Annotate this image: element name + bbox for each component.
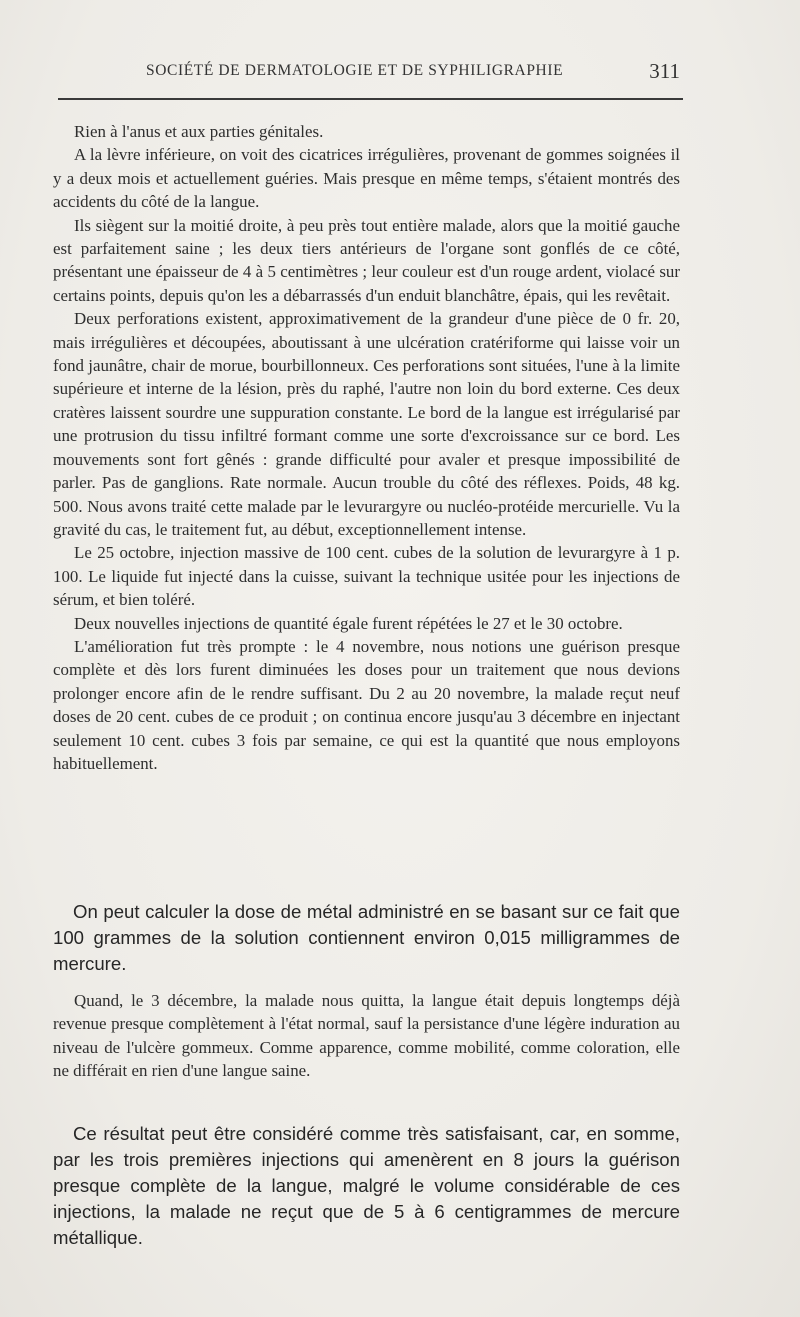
paragraph-8: Quand, le 3 décembre, la malade nous quitta, la langue était depuis longtemps déjà revenue presque complètement à l'état normal, sauf la persistance d'une légère induration au niveau de l'ulcère gommeux. Comme apparence, comme mobilité, comme coloration, elle ne différait en rien d'une langue saine. xyxy=(53,991,680,1081)
paragraph-5: Le 25 octobre, injection massive de 100 cent. cubes de la solution de levurargyre à 1 p. 100. Le liquide fut injecté dans la cuisse, suivant la technique usitée pour les injections de sérum, et bien toléré. xyxy=(53,543,680,610)
paragraph-2: A la lèvre inférieure, on voit des cicatrices irrégulières, provenant de gommes soignées il y a deux mois et actuellement guéries. Mais presque en même temps, s'étaient montrés des accidents du côté de la langue. xyxy=(53,145,680,212)
paragraph-3: Ils siègent sur la moitié droite, à peu près tout entière malade, alors que la moitié gauche est parfaitement saine ; les deux tiers antérieurs de l'organe sont gonflés de ce côté, présentant une épaisseur de 4 à 5 centimètres ; leur couleur est d'un rouge ardent, violacé sur certains points, depuis qu'on les a débarrassés d'un enduit blanchâtre, épais, qui les revêtait. xyxy=(53,215,680,305)
main-text xyxy=(53,120,680,775)
closing-text xyxy=(53,989,680,1083)
emphasis-block-2 xyxy=(53,1121,680,1251)
page-header xyxy=(146,59,682,88)
emphasis-paragraph-1: On peut calculer la dose de métal administré en se basant sur ce fait que 100 grammes de la solution contiennent environ 0,015 milligrammes de mercure. xyxy=(53,901,680,974)
paragraph-7: L'amélioration fut très prompte : le 4 novembre, nous notions une guérison presque complète et dès lors furent diminuées les doses pour un traitement que nous devions prolonger encore afin de le rendre suffisant. Du 2 au 20 novembre, la malade reçut neuf doses de 20 cent. cubes de ce produit ; on continua encore jusqu'au 3 décembre en injectant seulement 10 cent. cubes 3 fois par semaine, ce qui est la quantité que nous employons habituellement. xyxy=(53,636,680,773)
emphasis-paragraph-2: Ce résultat peut être considéré comme très satisfaisant, car, en somme, par les trois premières injections qui amenèrent en 8 jours la guérison presque complète de la langue, malgré le volume considérable de ces injections, la malade ne reçut que de 5 à 6 centigrammes de mercure métallique. xyxy=(53,1123,680,1248)
page-number: 311 xyxy=(649,59,680,83)
emphasis-block-1 xyxy=(53,899,680,977)
paragraph-6: Deux nouvelles injections de quantité égale furent répétées le 27 et le 30 octobre. xyxy=(74,613,623,633)
running-title: SOCIÉTÉ DE DERMATOLOGIE ET DE SYPHILIGRAPHIE xyxy=(146,62,564,79)
header-rule xyxy=(58,98,683,100)
paragraph-4: Deux perforations existent, approximativement de la grandeur d'une pièce de 0 fr. 20, mais irrégulières et découpées, aboutissant à une ulcération cratériforme qui laisse voir un fond jaunâtre, chair de morue, bourbillonneux. Ces perforations sont situées, l'une à la limite supérieure et interne de la lésion, près du raphé, l'autre non loin du bord externe. Ces deux cratères laissent sourdre une suppuration constante. Le bord de la langue est irrégularisé par une protrusion du tissu infiltré formant comme une sorte d'excroissance sur ce bord. Les mouvements sont fort gênés : grande difficulté pour avaler et presque impossibilité de parler. Pas de ganglions. Rate normale. Aucun trouble du côté des réflexes. Poids, 48 kg. 500. Nous avons traité cette malade par le levurargyre ou nucléo-protéide mercurielle. Vu la gravité du cas, le traitement fut, au début, exceptionnellement intense. xyxy=(53,309,680,539)
paragraph-1: Rien à l'anus et aux parties génitales. xyxy=(74,122,324,141)
